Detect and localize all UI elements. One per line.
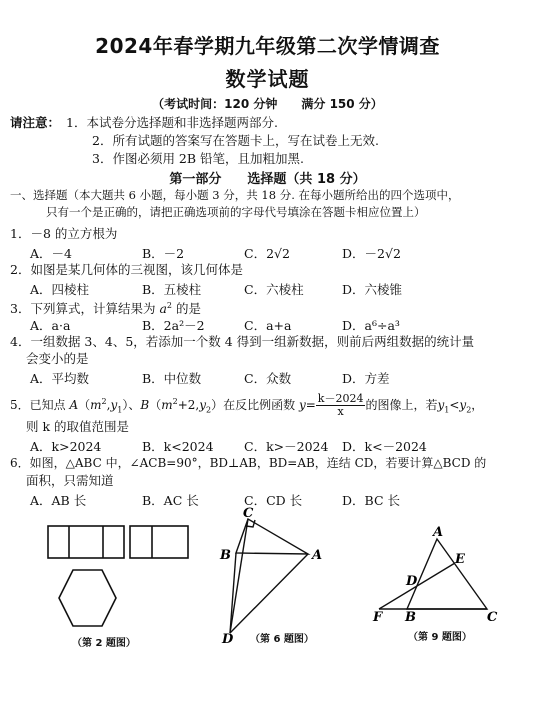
figure-9-caption: （第 9 题图）	[408, 632, 472, 643]
q3-option-b: B．2a²－2	[142, 318, 205, 333]
q6-option-b: B．AC 长	[142, 493, 199, 508]
q1-option-d: D．－2√2	[342, 246, 401, 261]
q6-stem-line-2: 面积，只需知道	[26, 473, 114, 488]
q2-option-b: B．五棱柱	[142, 282, 202, 297]
q1-option-b: B．－2	[142, 246, 185, 261]
q4-option-b: B．中位数	[142, 371, 202, 386]
side-view	[130, 526, 188, 558]
q6-option-d: D．BC 长	[342, 493, 400, 508]
part1-title: 第一部分 选择题（共 18 分）	[169, 172, 366, 187]
section1-intro-2: 只有一个是正确的，请把正确选项前的字母代号填涂在答题卡相应位置上）	[46, 205, 426, 219]
q4-stem-line-2: 会变小的是	[26, 351, 89, 366]
q6-option-a: A．AB 长	[30, 493, 87, 508]
fig9-label-c: C	[487, 610, 498, 625]
q3-option-c: C．a+a	[244, 318, 292, 333]
q4-stem-line-1: 4．一组数据 3、4、5，若添加一个数 4 得到一组新数据，则前后两组数据的统计量	[10, 334, 475, 349]
notice-label: 请注意：	[10, 115, 61, 130]
q2-option-a: A．四棱柱	[30, 282, 90, 297]
notice-item-3: 3．作图必须用 2B 铅笔，且加粗加黑.	[92, 151, 305, 166]
q5-fraction: $\frac{k-2024}{x}$	[317, 392, 364, 418]
q3-option-a: A．a·a	[30, 318, 71, 333]
notice-item-2: 2．所有试题的答案写在答题卡上，写在试卷上无效.	[92, 133, 379, 148]
q1-option-c: C．2√2	[244, 246, 290, 261]
q4-option-a: A．平均数	[30, 371, 90, 386]
q2-option-c: C．六棱柱	[244, 282, 304, 297]
fig9-label-f: F	[373, 610, 383, 625]
q5-stem: 5．已知点 $A(m^2,y_1)$、$B(m^2+2,y_2)$在反比例函数 y= $\frac{k-2024}{x}$ 的图像上，若$y_1<y_2$，	[10, 392, 484, 418]
subject-title: 数学试题	[225, 67, 310, 91]
q5-stem-line-2: 则 k 的取值范围是	[26, 419, 130, 434]
q6-stem-line-1: 6．如图，△ABC 中，∠ACB=90°，BD⊥AB，BD=AB，连结 CD，若要计算△BCD 的	[10, 456, 487, 470]
fig6-label-b: B	[220, 548, 231, 563]
q2-stem: 2．如图是某几何体的三视图，该几何体是	[10, 262, 243, 277]
fig6-label-c: C	[243, 506, 254, 521]
q5-option-b: B．k<2024	[142, 439, 214, 454]
q4-option-d: D．方差	[342, 371, 390, 386]
figure-9-triangle	[365, 525, 505, 625]
figure-6-triangle	[210, 505, 330, 645]
section1-intro-1: 一、选择题（本大题共 6 小题，每小题 3 分，共 18 分. 在每小题所给出的四个选项中，	[10, 188, 460, 202]
fig9-label-a: A	[433, 525, 444, 540]
fig9-label-b: B	[405, 610, 416, 625]
q1-option-a: A．－4	[30, 246, 72, 261]
q5-option-c: C．k>－2024	[244, 439, 329, 454]
q6-option-c: C．CD 长	[244, 493, 303, 508]
fig6-label-d: D	[222, 632, 234, 645]
figure-2-caption: （第 2 题图）	[72, 638, 136, 649]
q4-option-c: C．众数	[244, 371, 292, 386]
exam-info: （考试时间：120 分钟 满分 150 分）	[152, 97, 383, 111]
fig9-label-e: E	[455, 552, 465, 567]
q2-option-d: D．六棱锥	[342, 282, 403, 297]
fig6-label-a: A	[312, 548, 323, 563]
q1-stem: 1．－8 的立方根为	[10, 226, 118, 241]
top-view-hexagon	[59, 570, 116, 626]
figure-6-caption: （第 6 题图）	[250, 634, 314, 645]
q5-option-a: A．k>2024	[30, 439, 102, 454]
exam-title: 2024年春学期九年级第二次学情调查	[95, 34, 440, 58]
figure-2-three-views	[44, 522, 194, 637]
q3-stem: 3．下列算式，计算结果为 $a^2$ 的是	[10, 301, 201, 317]
front-view	[48, 526, 124, 558]
q5-option-d: D．k<－2024	[342, 439, 427, 454]
q3-option-d: D．a⁶÷a³	[342, 318, 400, 333]
fig9-label-d: D	[406, 574, 418, 589]
notice-item-1: 1．本试卷分选择题和非选择题两部分.	[66, 115, 278, 130]
